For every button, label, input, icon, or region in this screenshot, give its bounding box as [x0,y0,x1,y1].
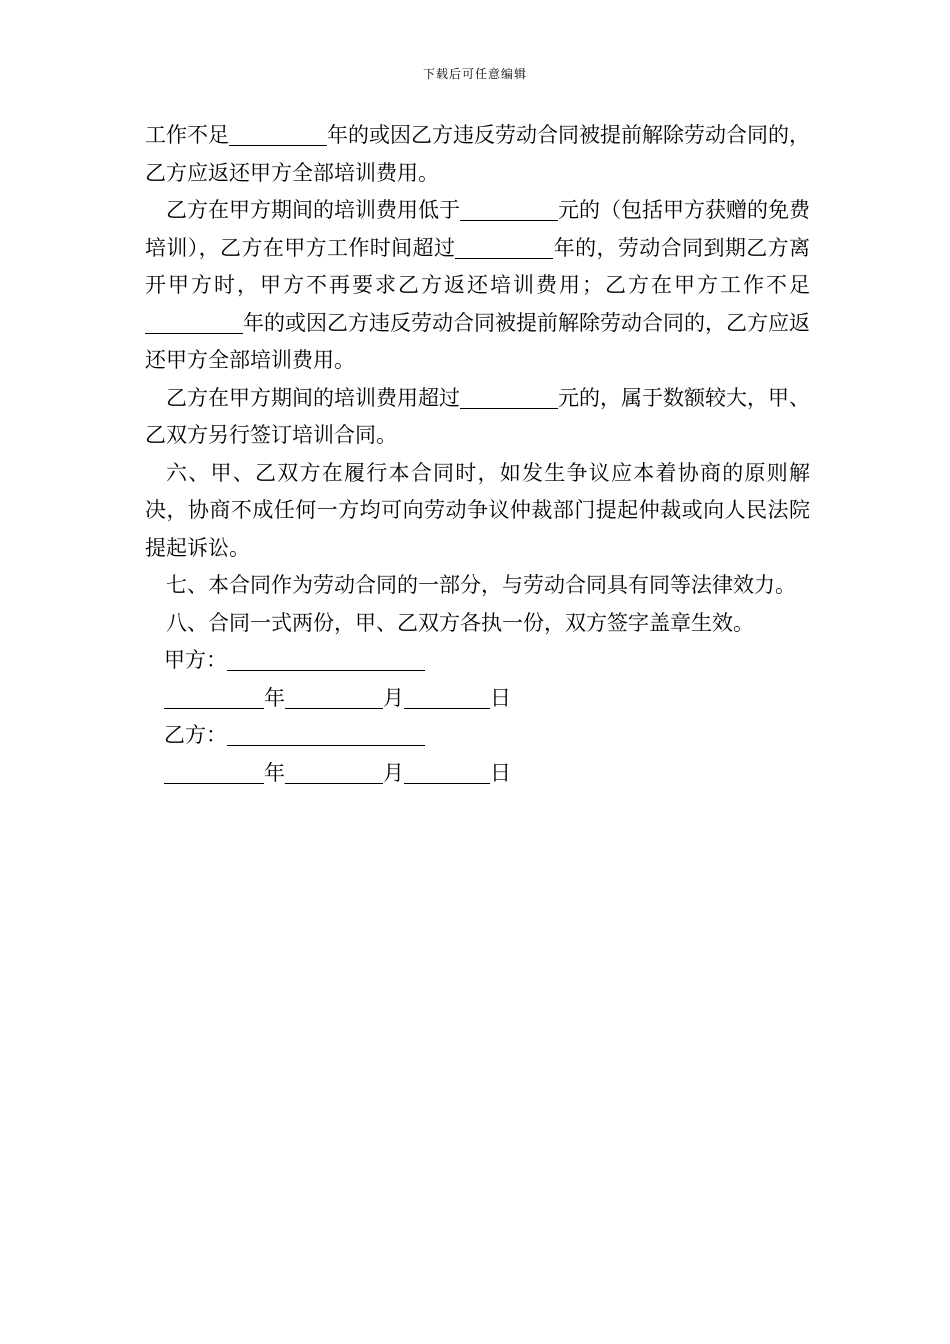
party-b-signature-field[interactable] [227,723,425,746]
party-a-label: 甲方： [164,648,227,672]
blank-field[interactable] [455,236,553,259]
month-label: 月 [383,760,404,785]
party-b-signature-line [145,717,810,755]
paragraph-clause-seven: 七、本合同作为劳动合同的一部分，与劳动合同具有同等法律效力。 [166,573,796,597]
month-field[interactable] [285,761,383,784]
day-field[interactable] [404,761,490,784]
page-header: 下载后可任意编辑 [422,67,527,81]
party-b-label: 乙方： [164,723,227,747]
year-field[interactable] [164,686,264,709]
blank-field[interactable] [460,198,558,221]
paragraph-text: 工作不足 [145,123,229,147]
paragraph-text: 年的或因乙方违反劳动合同被提前解除劳动合同的，乙方应返还甲方全部培训费用。 [145,310,810,372]
year-label: 年 [264,685,285,710]
blank-field[interactable] [229,123,327,146]
paragraph-text: 乙方在甲方期间的培训费用低于 [166,198,460,222]
day-label: 日 [490,685,511,710]
year-label: 年 [264,760,285,785]
party-a-date-line [145,680,810,718]
blank-field[interactable] [145,311,243,334]
party-a-signature-field[interactable] [227,648,425,671]
paragraph-clause-eight: 八、合同一式两份，甲、乙双方各执一份，双方签字盖章生效。 [166,610,754,635]
document-body [145,117,810,792]
paragraph-text: 年的或因乙方违反劳动合同被提前解除劳动合同的，乙方应返还甲方全部培训费用。 [145,123,810,185]
party-a-signature-line [145,642,810,680]
month-label: 月 [383,685,404,710]
paragraph-training-high-cost [145,380,810,455]
day-field[interactable] [404,686,490,709]
party-b-date-line [145,755,810,793]
paragraph-text: 年的，劳动合同到期乙方离开甲方时，甲方不再要求乙方返还培训费用；乙方在甲方工作不足 [145,235,811,297]
paragraph-training-low-cost [145,192,810,380]
year-field[interactable] [164,761,264,784]
paragraph-text: 乙方在甲方期间的培训费用超过 [166,385,460,410]
paragraph-text: 元的（包括甲方获赠的免费培训），乙方在甲方工作时间超过 [145,198,810,260]
blank-field[interactable] [460,386,558,409]
month-field[interactable] [285,686,383,709]
paragraph-text: 元的，属于数额较大，甲、乙双方另行签订培训合同。 [145,385,810,447]
paragraph-clause-six: 六、甲、乙双方在履行本合同时，如发生争议应本着协商的原则解决，协商不成任何一方均可向劳动争议仲裁部门提起仲裁或向人民法院提起诉讼。 [145,460,810,560]
day-label: 日 [490,760,511,785]
paragraph-training-continued [145,117,810,192]
